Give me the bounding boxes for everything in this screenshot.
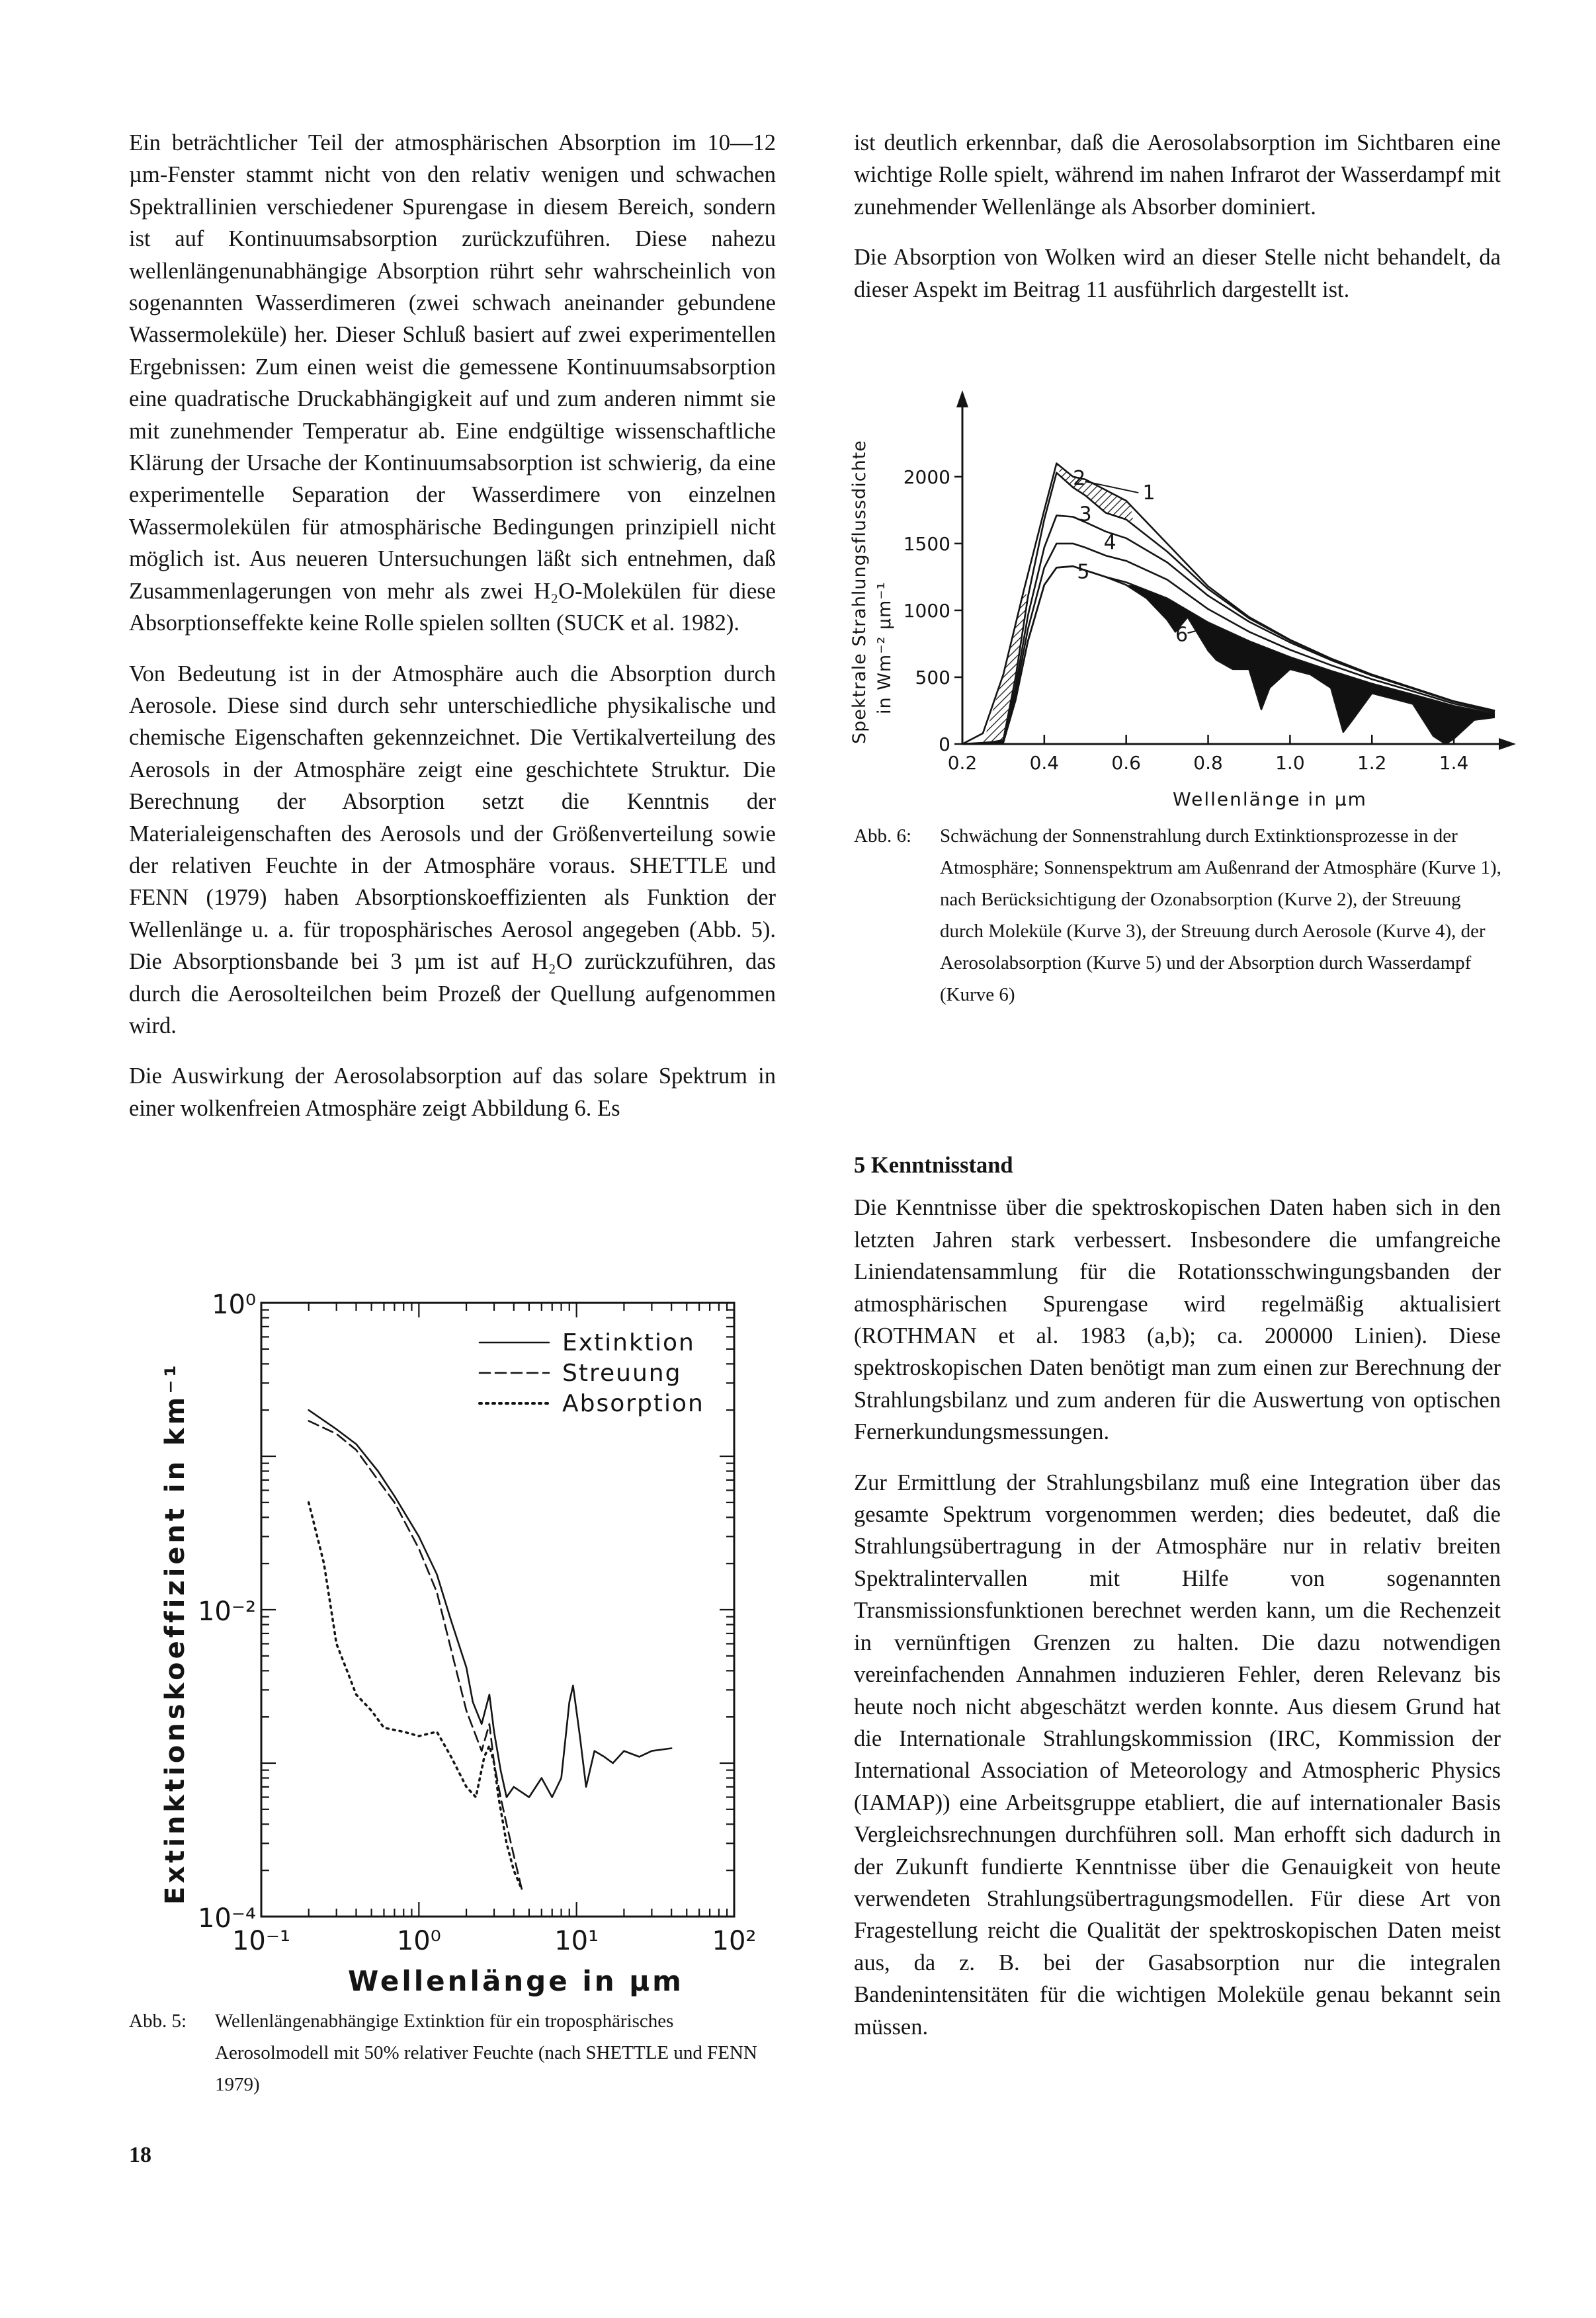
fig6-xtick-label: 0.6 xyxy=(1111,752,1141,774)
fig6-x-arrow xyxy=(1499,738,1516,750)
fig6-curve-label-1: 1 xyxy=(1142,481,1155,505)
fig6-ytick-label: 1500 xyxy=(903,532,950,555)
right-column-bottom xyxy=(854,1149,1501,2061)
fig6-xtick-label: 1.4 xyxy=(1439,752,1469,774)
fig5-legend-label: Extinktion xyxy=(562,1329,695,1356)
fig6-curve-3 xyxy=(962,515,1495,744)
fig6-ytick-label: 2000 xyxy=(903,466,950,488)
fig6-xtick-label: 0.4 xyxy=(1029,752,1060,774)
fig6-ytick-label: 0 xyxy=(939,733,950,755)
right-paragraph-4: Zur Ermittlung der Strahlungsbilanz muß eine Integration über das gesamte Spektrum vorgenommen werden; dies bedeutet, daß die Strahlungsübertragung in der Atmosphäre nur in relativ breiten Spektralintervallen mit Hilfe von sogenannten Transmissionsfunktionen berechnet werden kann, um die Rechenzeit in vernünftigen Grenzen zu halten. Die dazu notwendigen vereinfachenden Annahmen induzieren Fehler, deren Relevanz bis heute noch nicht abgeschätzt werden konnte. Aus diesem Grund hat die Internationale Strahlungskommission (IRC, Kommission der International Association of Meteorology and Atmospheric Physics (IAMAP)) eine Arbeitsgruppe etabliert, die auf internationaler Basis Vergleichsrechnungen durchführen soll. Man erhofft sich dadurch in der Zukunft fundierte Kenntnisse über die Genauigkeit von heute verwendeten Strahlungsübertragungsmodellen. Für diese Art von Fragestellung reicht die Qualität der spektroskopischen Daten meist aus, da z. B. bei der Gasabsorption nur die integralen Bandenintensitäten für die wichtigen Moleküle genau bekannt sein müssen. xyxy=(854,1469,1501,2040)
fig5-series-streuung xyxy=(309,1421,522,1890)
left-paragraph-3: Die Auswirkung der Aerosolabsorption auf das solare Spektrum in einer wolkenfreien Atmosphäre zeigt Abbildung 6. Es xyxy=(129,1063,776,1121)
fig5-ytick-label: 10⁻² xyxy=(197,1596,256,1627)
section-heading: 5 Kenntnisstand xyxy=(854,1153,1013,1178)
fig5-legend-label: Streuung xyxy=(562,1360,682,1387)
fig5-xtick-label: 10¹ xyxy=(554,1926,599,1956)
fig6-ylabel: Spektrale Strahlungsflussdichte xyxy=(849,440,870,744)
fig6-curve-label-4: 4 xyxy=(1103,530,1116,554)
figure-6-chart xyxy=(840,384,1501,820)
figure-5-chart xyxy=(146,1276,780,1997)
fig5-series-extinktion xyxy=(309,1410,672,1797)
fig6-ytick-label: 1000 xyxy=(903,599,950,622)
fig6-xtick-label: 0.2 xyxy=(947,752,978,774)
fig6-curve-label-5: 5 xyxy=(1077,560,1090,584)
fig5-xlabel: Wellenlänge in µm xyxy=(348,1965,684,1997)
fig5-xtick-label: 10⁰ xyxy=(396,1926,441,1956)
fig6-curve-label-6: 6 xyxy=(1175,623,1189,647)
fig5-legend-label: Absorption xyxy=(562,1390,704,1417)
fig6-caption-text: Schwächung der Sonnenstrahlung durch Extinktionsprozesse in der Atmosphäre; Sonnenspektrum am Außenrand der Atmosphäre (Kurve 1), nach Berücksichtigung der Ozonabsorption (Kurve 2), der Streuung durch Moleküle (Kurve 3), der Streuung durch Aerosole (Kurve 4), der Aerosolabsorption (Kurve 5) und der Absorption durch Wasserdampf (Kurve 6) xyxy=(940,825,1501,1005)
fig6-y-arrow xyxy=(956,390,968,407)
fig5-curves xyxy=(309,1410,672,1889)
left-column xyxy=(129,127,776,1143)
fig6-xtick-label: 1.0 xyxy=(1275,752,1305,774)
right-paragraph-2: Die Absorption von Wolken wird an dieser Stelle nicht behandelt, da dieser Aspekt im Beitrag 11 ausführlich dargestellt ist. xyxy=(854,245,1501,302)
right-paragraph-3: Die Kenntnisse über die spektroskopischen Daten haben sich in den letzten Jahren stark verbessert. Insbesondere die umfangreiche Liniendatensammlung für die Rotationsschwingungsbanden der atmosphärischen Spurengase wird regelmäßig aktualisiert (ROTHMAN et al. 1983 (a,b); ca. 200000 Linien). Diese spektroskopischen Daten benötigt man zum einen zur Berechnung der Strahlungsbilanz und zum anderen für die Auswertung von optischen Fernerkundungsmessungen. xyxy=(854,1195,1501,1445)
fig5-caption-label: Abb. 5: xyxy=(129,2010,187,2032)
fig6-ylabel-unit: in Wm⁻² µm⁻¹ xyxy=(874,581,895,714)
fig5-ytick-label: 10⁻⁴ xyxy=(197,1903,256,1934)
fig5-ytick-label: 10⁰ xyxy=(212,1290,256,1320)
fig6-curves xyxy=(962,464,1495,744)
left-paragraph-2: Von Bedeutung ist in der Atmosphäre auch die Absorption durch Aerosole. Diese sind durch sehr unterschiedliche physikalische und chemische Eigenschaften gekennzeichnet. Die Vertikalverteilung des Aerosols in der Atmosphäre zeigt eine geschichtete Struktur. Die Berechnung der Absorption setzt die Kenntnis der Materialeigenschaften des Aerosols und der Größenverteilung sowie der relativen Feuchte in der Atmosphäre voraus. SHETTLE und FENN (1979) haben Absorptionskoeffizienten als Funktion der Wellenlänge u. a. für troposphärisches Aerosol angegeben (Abb. 5). Die Absorptionsbande bei 3 µm ist auf H₂O zurückzuführen, das durch die Aerosolteilchen beim Prozeß der Quellung aufgenommen wird. xyxy=(129,661,776,1038)
fig6-ytick-label: 500 xyxy=(915,666,950,688)
fig5-ylabel: Extinktionskoeffizient in km⁻¹ xyxy=(160,1362,190,1905)
fig6-curve-label-2: 2 xyxy=(1073,466,1086,490)
fig6-xlabel: Wellenlänge in µm xyxy=(1173,788,1367,810)
right-column-top xyxy=(854,127,1501,324)
fig6-curve-label-3: 3 xyxy=(1079,503,1092,526)
fig6-xtick-label: 0.8 xyxy=(1193,752,1223,774)
left-paragraph-1: Ein beträchtlicher Teil der atmosphärischen Absorption im 10—12 µm-Fenster stammt nicht von den relativ wenigen und schwachen Spektrallinien verschiedener Spurengase in diesem Bereich, sondern ist auf Kontinuumsabsorption zurückzuführen. Diese nahezu wellenlängenunabhängige Absorption rührt sehr wahrscheinlich von sogenannten Wasserdimeren (zwei schwach aneinander gebundene Wassermoleküle) her. Dieser Schluß basiert auf zwei experimentellen Ergebnissen: Zum einen weist die gemessene Kontinuumsabsorption eine quadratische Druckabhängigkeit auf und zum anderen nimmt sie mit zunehmender Temperatur ab. Eine endgültige wissenschaftliche Klärung der Ursache der Kontinuumsabsorption ist schwierig, da eine experimentelle Separation der Wasserdimere von einzelnen Wassermolekülen für atmosphärische Bedingungen prinzipiell nicht möglich ist. Aus neueren Untersuchungen läßt sich entnehmen, daß Zusammenlagerungen von mehr als zwei H₂O-Molekülen für diese Absorptionseffekte keine Rolle spielen sollten (SUCK et al. 1982). xyxy=(129,130,776,636)
fig5-xtick-label: 10⁻¹ xyxy=(231,1926,291,1956)
fig6-xtick-label: 1.2 xyxy=(1357,752,1387,774)
fig5-caption-text: Wellenlängenabhängige Extinktion für ein troposphärisches Aerosolmodell mit 50% relativer Feuchte (nach SHETTLE und FENN 1979) xyxy=(215,2010,757,2095)
right-paragraph-1: ist deutlich erkennbar, daß die Aerosolabsorption im Sichtbaren eine wichtige Rolle spielt, während im nahen Infrarot der Wasserdampf mit zunehmender Wellenlänge als Absorber dominiert. xyxy=(854,130,1501,220)
page-number: 18 xyxy=(129,2143,151,2167)
fig6-caption-label: Abb. 6: xyxy=(854,825,911,847)
fig5-legend xyxy=(480,1329,704,1417)
fig5-xtick-label: 10² xyxy=(712,1926,757,1956)
